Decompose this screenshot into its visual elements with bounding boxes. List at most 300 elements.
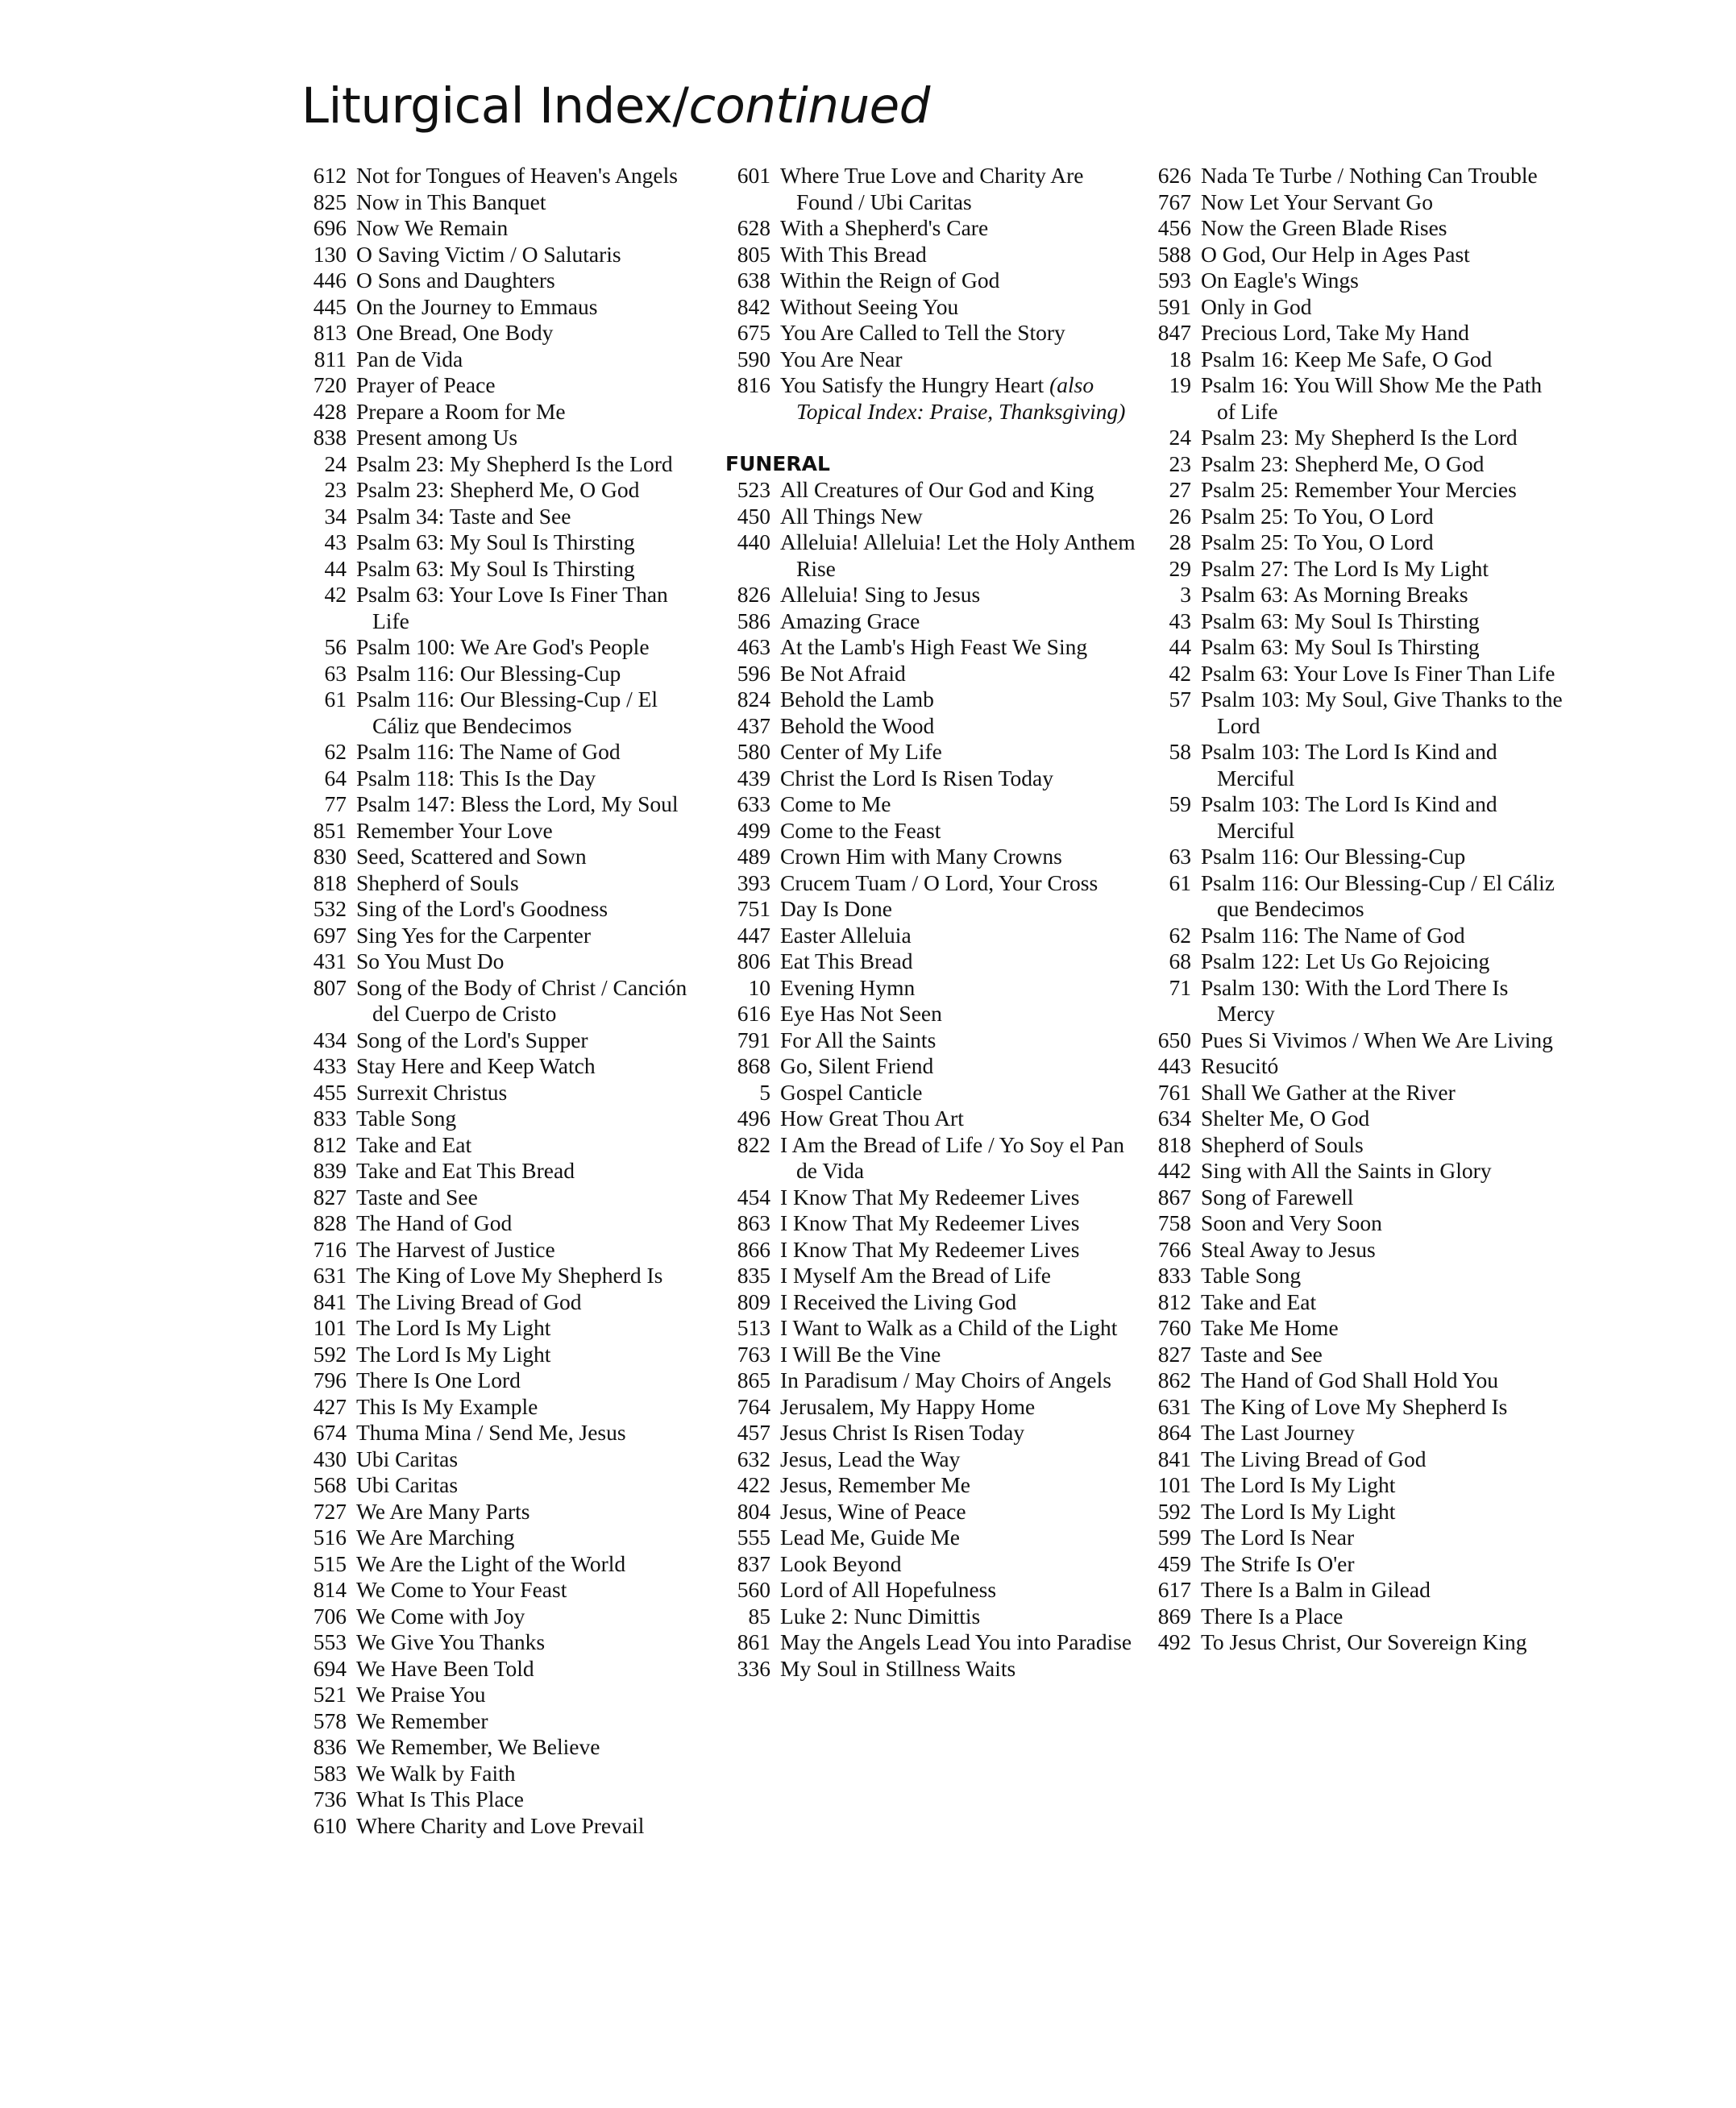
hymn-number: 813: [313, 320, 347, 345]
hymn-number: 499: [737, 817, 770, 843]
hymn-title-text: Christ the Lord Is Risen Today: [780, 765, 1053, 790]
hymn-number: 433: [313, 1053, 347, 1078]
hymn-title: [780, 163, 1144, 215]
hymn-title: [356, 1367, 704, 1394]
hymn-title-text: Shepherd of Souls: [1201, 1131, 1364, 1157]
index-entry: [725, 215, 1144, 242]
hymn-number: 588: [1157, 241, 1191, 267]
hymn-title: [1201, 425, 1565, 451]
hymn-title-text: Only in God: [1201, 293, 1312, 319]
hymn-number: 3: [1180, 582, 1191, 607]
index-entry: [725, 1263, 1144, 1289]
index-entry: [301, 1629, 704, 1656]
hymn-number: 833: [313, 1106, 347, 1131]
hymn-title: [780, 215, 1144, 242]
hymn-number: 42: [324, 582, 347, 607]
hymn-title: [356, 1499, 704, 1525]
index-entry: [1146, 189, 1565, 216]
index-entry: [301, 294, 704, 321]
hymn-number: 64: [324, 765, 347, 790]
hymn-title-text: The Living Bread of God: [356, 1288, 582, 1314]
hymn-number: 827: [1157, 1341, 1191, 1367]
hymn-title-text: Psalm 25: To You, O Lord: [1201, 503, 1434, 529]
index-entry: [725, 1106, 1144, 1132]
hymn-title-text: Psalm 27: The Lord Is My Light: [1201, 555, 1489, 581]
hymn-title: [1201, 948, 1565, 975]
hymn-number: 697: [313, 922, 347, 948]
index-entry: [301, 477, 704, 504]
index-entry: [301, 923, 704, 949]
hymn-number: 592: [1157, 1498, 1191, 1524]
hymn-title: [780, 608, 1144, 635]
hymn-title: [356, 399, 704, 425]
hymn-number: 839: [313, 1158, 347, 1183]
hymn-title-text: So You Must Do: [356, 948, 505, 973]
hymn-title: [780, 713, 1144, 740]
hymn-title: [780, 504, 1144, 530]
index-entry: [301, 1053, 704, 1080]
hymn-number: 489: [737, 844, 770, 869]
hymn-title: [356, 844, 704, 870]
index-entry: [301, 451, 704, 478]
hymn-title: [1201, 608, 1565, 635]
hymn-title: [356, 1472, 704, 1499]
hymn-title-text: Psalm 116: Our Blessing-Cup: [1201, 844, 1466, 869]
hymn-title-text: Jerusalem, My Happy Home: [780, 1393, 1036, 1419]
hymn-number: 632: [737, 1446, 770, 1471]
hymn-number: 826: [737, 582, 770, 607]
index-entry: [1146, 1315, 1565, 1342]
index-entry: [1146, 844, 1565, 870]
hymn-number: 599: [1157, 1525, 1191, 1550]
index-entry: [1146, 320, 1565, 346]
hymn-title-text: We Come to Your Feast: [356, 1577, 567, 1602]
hymn-number: 868: [737, 1053, 770, 1078]
index-entry: [1146, 372, 1565, 425]
index-entry: [301, 189, 704, 216]
hymn-title-text: Ubi Caritas: [356, 1472, 459, 1497]
hymn-title-text: The King of Love My Shepherd Is: [1201, 1393, 1508, 1419]
index-entry: [1146, 1132, 1565, 1159]
hymn-number: 830: [313, 844, 347, 869]
hymn-title: [356, 372, 704, 399]
hymn-number: 809: [737, 1288, 770, 1314]
index-entry: [1146, 1367, 1565, 1394]
hymn-number: 761: [1157, 1079, 1191, 1105]
hymn-number: 865: [737, 1367, 770, 1392]
hymn-title: [780, 1080, 1144, 1106]
hymn-number: 631: [313, 1263, 347, 1288]
hymn-title: [780, 1185, 1144, 1211]
index-entry: [725, 870, 1144, 897]
hymn-title-text: Nada Te Turbe / Nothing Can Trouble: [1201, 163, 1538, 188]
hymn-number: 833: [1157, 1263, 1191, 1288]
hymn-title: [1201, 582, 1565, 608]
hymn-title-text: Within the Reign of God: [780, 268, 1000, 293]
hymn-title: [780, 687, 1144, 713]
hymn-number: 811: [314, 346, 347, 371]
index-entry: [301, 1185, 704, 1211]
index-entry: [1146, 1289, 1565, 1316]
hymn-title: [356, 1106, 704, 1132]
hymn-title-text: Take Me Home: [1201, 1315, 1339, 1340]
hymn-title: [356, 766, 704, 792]
hymn-number: 591: [1157, 293, 1191, 319]
hymn-number: 806: [737, 948, 770, 973]
index-entry: [1146, 215, 1565, 242]
hymn-title-text: The Lord Is My Light: [1201, 1498, 1396, 1524]
hymn-number: 463: [737, 634, 770, 659]
hymn-title-text: There Is a Place: [1201, 1603, 1344, 1629]
index-entry: [1146, 1472, 1565, 1499]
hymn-number: 27: [1169, 477, 1191, 502]
hymn-number: 633: [737, 791, 770, 816]
hymn-title-text: Crucem Tuam / O Lord, Your Cross: [780, 869, 1098, 895]
index-entry: [1146, 504, 1565, 530]
index-entry: [725, 1289, 1144, 1316]
hymn-title: [356, 975, 704, 1027]
index-entry: [1146, 661, 1565, 687]
hymn-number: 439: [737, 765, 770, 790]
hymn-number: 720: [313, 372, 347, 397]
hymn-number: 822: [737, 1131, 770, 1157]
hymn-title-text: Song of Farewell: [1201, 1184, 1354, 1210]
hymn-title-text: Taste and See: [1201, 1341, 1323, 1367]
hymn-title-text: You Are Called to Tell the Story: [780, 320, 1065, 345]
hymn-title-text: I Am the Bread of Life / Yo Soy el Pan de Vida: [780, 1131, 1124, 1183]
hymn-number: 767: [1157, 189, 1191, 214]
hymn-number: 861: [737, 1629, 770, 1654]
hymn-number: 867: [1157, 1184, 1191, 1210]
hymn-number: 454: [737, 1184, 770, 1210]
hymn-title: [780, 818, 1144, 844]
hymn-title-text: Lord of All Hopefulness: [780, 1577, 997, 1602]
index-entry: [1146, 1420, 1565, 1446]
hymn-title-text: The Lord Is My Light: [356, 1341, 551, 1367]
index-entry: [301, 1132, 704, 1159]
hymn-number: 763: [737, 1341, 770, 1367]
hymn-title-text: I Will Be the Vine: [780, 1341, 941, 1367]
hymn-title: [1201, 163, 1565, 189]
hymn-title: [356, 896, 704, 923]
hymn-number: 851: [313, 817, 347, 843]
hymn-number: 727: [313, 1498, 347, 1524]
hymn-title-text: We Come with Joy: [356, 1603, 525, 1629]
index-entry: [301, 1499, 704, 1525]
hymn-number: 568: [313, 1472, 347, 1497]
hymn-number: 580: [737, 739, 770, 764]
hymn-title-text: Look Beyond: [780, 1550, 902, 1576]
index-entry: [725, 163, 1144, 215]
index-column-3: [1146, 163, 1565, 1656]
index-entry: [725, 1237, 1144, 1264]
index-entry: [1146, 870, 1565, 923]
hymn-title: [356, 346, 704, 373]
hymn-number: 812: [313, 1131, 347, 1157]
hymn-title-text: Jesus, Lead the Way: [780, 1446, 961, 1471]
index-entry: [725, 1525, 1144, 1551]
index-entry: [1146, 556, 1565, 583]
hymn-number: 130: [313, 241, 347, 267]
hymn-title: [1201, 1315, 1565, 1342]
hymn-title: [1201, 1080, 1565, 1106]
index-entry: [301, 425, 704, 451]
cross-reference-note: (also Topical Index: Praise, Thanksgiving): [796, 372, 1126, 424]
index-entry: [301, 163, 704, 189]
hymn-number: 44: [324, 555, 347, 581]
hymn-title-text: Easter Alleluia: [780, 922, 912, 948]
hymn-title-text: We Are the Light of the World: [356, 1550, 626, 1576]
index-entry: [301, 1394, 704, 1421]
hymn-number: 24: [324, 450, 347, 476]
hymn-title-text: The Hand of God Shall Hold You: [1201, 1367, 1498, 1392]
hymn-title-text: Luke 2: Nunc Dimittis: [780, 1603, 981, 1629]
index-entry: [301, 975, 704, 1027]
hymn-number: 560: [737, 1577, 770, 1602]
hymn-number: 532: [313, 896, 347, 921]
section-heading-funeral: FUNERAL: [725, 451, 830, 475]
hymn-title: [356, 425, 704, 451]
hymn-title-text: Prepare a Room for Me: [356, 398, 566, 424]
index-entry: [301, 1786, 704, 1813]
hymn-title-text: Take and Eat: [356, 1131, 472, 1157]
hymn-number: 34: [324, 503, 347, 529]
index-entry: [725, 634, 1144, 661]
hymn-title: [780, 1106, 1144, 1132]
hymn-number: 18: [1169, 346, 1191, 371]
hymn-title-text: Seed, Scattered and Sown: [356, 844, 587, 869]
hymn-title: [780, 1499, 1144, 1525]
hymn-number: 838: [313, 425, 347, 450]
hymn-title: [1201, 1027, 1565, 1054]
hymn-title: [1201, 1604, 1565, 1630]
index-entry: [301, 582, 704, 634]
hymn-number: 513: [737, 1315, 770, 1340]
index-entry: [725, 504, 1144, 530]
hymn-number: 626: [1157, 163, 1191, 188]
hymn-number: 814: [313, 1577, 347, 1602]
page-title: [301, 77, 930, 135]
index-entry: [1146, 923, 1565, 949]
hymn-number: 456: [1157, 215, 1191, 240]
hymn-number: 450: [737, 503, 770, 529]
hymn-title-text: We Walk by Faith: [356, 1760, 516, 1786]
hymn-title: [1201, 739, 1565, 791]
hymn-title-text: Ubi Caritas: [356, 1446, 459, 1471]
hymn-title: [356, 923, 704, 949]
index-entry: [725, 661, 1144, 687]
index-entry: [725, 1472, 1144, 1499]
index-entry: [1146, 1499, 1565, 1525]
hymn-title-text: Behold the Lamb: [780, 687, 934, 712]
hymn-title: [780, 896, 1144, 923]
hymn-number: 492: [1157, 1629, 1191, 1654]
index-entry: [725, 1629, 1144, 1656]
hymn-number: 812: [1157, 1288, 1191, 1314]
index-entry: [301, 1027, 704, 1054]
hymn-number: 758: [1157, 1210, 1191, 1235]
hymn-number: 29: [1169, 555, 1191, 581]
hymn-title-text: We Remember: [356, 1708, 488, 1733]
index-entry: [1146, 294, 1565, 321]
index-entry: [301, 1420, 704, 1446]
hymn-number: 57: [1169, 687, 1191, 712]
hymn-number: 44: [1169, 634, 1191, 659]
index-entry: [301, 1682, 704, 1708]
hymn-title: [780, 320, 1144, 346]
hymn-title-text: Song of the Body of Christ / Canción del Cuerpo de Cristo: [356, 974, 687, 1026]
hymn-title: [356, 1053, 704, 1080]
hymn-number: 638: [737, 268, 770, 293]
hymn-number: 827: [313, 1184, 347, 1210]
hymn-title-text: Gospel Canticle: [780, 1079, 923, 1105]
hymn-title-text: There Is a Balm in Gilead: [1201, 1577, 1431, 1602]
hymn-number: 841: [1157, 1446, 1191, 1471]
hymn-title: [356, 1158, 704, 1185]
index-entry: [1146, 477, 1565, 504]
hymn-number: 617: [1157, 1577, 1191, 1602]
hymn-title-text: The Strife Is O'er: [1201, 1550, 1355, 1576]
hymn-number: 616: [737, 1001, 770, 1026]
hymn-title: [356, 582, 704, 634]
hymn-number: 866: [737, 1236, 770, 1262]
hymn-title: [1201, 1472, 1565, 1499]
index-entry: [301, 896, 704, 923]
hymn-number: 61: [1169, 869, 1191, 895]
hymn-title-text: My Soul in Stillness Waits: [780, 1655, 1016, 1681]
index-entry: [1146, 1342, 1565, 1368]
hymn-number: 805: [737, 241, 770, 267]
index-entry: [1146, 608, 1565, 635]
hymn-title: [356, 634, 704, 661]
hymn-title: [1201, 1367, 1565, 1394]
hymn-title: [356, 870, 704, 897]
hymn-number: 455: [313, 1079, 347, 1105]
hymn-number: 694: [313, 1655, 347, 1681]
hymn-title-text: Psalm 23: Shepherd Me, O God: [1201, 450, 1485, 476]
index-entry: [1146, 1577, 1565, 1604]
hymn-title: [780, 1472, 1144, 1499]
hymn-title-text: We Are Marching: [356, 1525, 515, 1550]
index-entry: [1146, 1551, 1565, 1578]
hymn-number: 77: [324, 791, 347, 816]
hymn-title-text: Stay Here and Keep Watch: [356, 1053, 596, 1078]
hymn-title-text: We Praise You: [356, 1682, 486, 1707]
index-entry: [725, 713, 1144, 740]
index-entry: [301, 1525, 704, 1551]
hymn-title: [356, 739, 704, 766]
hymn-number: 837: [737, 1550, 770, 1576]
index-entry: [1146, 1446, 1565, 1473]
hymn-title-text: Without Seeing You: [780, 293, 959, 319]
hymn-title-text: We Are Many Parts: [356, 1498, 530, 1524]
hymn-title-text: Psalm 23: My Shepherd Is the Lord: [356, 450, 673, 476]
hymn-number: 716: [313, 1236, 347, 1262]
hymn-title: [780, 844, 1144, 870]
index-column-1: [301, 163, 704, 1839]
hymn-title-text: Psalm 147: Bless the Lord, My Soul: [356, 791, 679, 816]
hymn-title-text: Psalm 116: Our Blessing-Cup / El Cáliz que Bendecimos: [1201, 869, 1555, 921]
index-entry: [1146, 1525, 1565, 1551]
hymn-title: [780, 346, 1144, 373]
index-entry: [725, 739, 1144, 766]
hymn-number: 650: [1157, 1027, 1191, 1052]
hymn-title-text: Psalm 116: The Name of God: [356, 739, 621, 764]
hymn-title-text: The Living Bread of God: [1201, 1446, 1427, 1471]
hymn-number: 443: [1157, 1053, 1191, 1078]
index-entry: [725, 320, 1144, 346]
hymn-title: [1201, 1185, 1565, 1211]
hymn-number: 869: [1157, 1603, 1191, 1629]
hymn-title: [780, 372, 1144, 425]
hymn-title-text: Day Is Done: [780, 896, 892, 921]
index-entry: [301, 399, 704, 425]
hymn-title-text: Resucitó: [1201, 1053, 1279, 1078]
hymn-title-text: Pues Si Vivimos / When We Are Living: [1201, 1027, 1553, 1052]
hymn-number: 766: [1157, 1236, 1191, 1262]
hymn-title-text: Psalm 16: You Will Show Me the Path of Life: [1201, 372, 1543, 424]
hymn-title: [780, 948, 1144, 975]
index-entry: [301, 320, 704, 346]
hymn-title-text: Crown Him with Many Crowns: [780, 844, 1062, 869]
hymn-title: [1201, 687, 1565, 739]
hymn-number: 437: [737, 712, 770, 738]
hymn-title-text: O God, Our Help in Ages Past: [1201, 241, 1470, 267]
hymn-title: [356, 791, 704, 818]
hymn-number: 101: [1157, 1472, 1191, 1497]
hymn-number: 634: [1157, 1106, 1191, 1131]
hymn-number: 590: [737, 346, 770, 371]
hymn-title-text: Psalm 116: The Name of God: [1201, 922, 1465, 948]
hymn-number: 459: [1157, 1550, 1191, 1576]
hymn-title: [780, 923, 1144, 949]
index-entry: [301, 1080, 704, 1106]
index-entry: [725, 582, 1144, 608]
index-entry: [301, 1761, 704, 1787]
index-entry: [725, 923, 1144, 949]
hymn-title-text: We Have Been Told: [356, 1655, 534, 1681]
hymn-title-text: How Great Thou Art: [780, 1106, 964, 1131]
hymn-title-text: Precious Lord, Take My Hand: [1201, 320, 1469, 345]
hymn-title: [780, 766, 1144, 792]
hymn-title: [780, 582, 1144, 608]
hymn-title-text: Song of the Lord's Supper: [356, 1027, 588, 1052]
hymn-number: 862: [1157, 1367, 1191, 1392]
hymn-title-text: Shepherd of Souls: [356, 869, 519, 895]
hymn-title-text: Psalm 63: My Soul Is Thirsting: [356, 529, 635, 554]
index-entry: [725, 1080, 1144, 1106]
hymn-title: [780, 1342, 1144, 1368]
index-entry: [301, 1106, 704, 1132]
index-entry: [301, 1813, 704, 1840]
hymn-title: [1201, 294, 1565, 321]
hymn-title: [356, 504, 704, 530]
index-entry: [301, 1708, 704, 1735]
hymn-number: 586: [737, 608, 770, 633]
index-list-funeral: [725, 477, 1144, 1682]
hymn-title: [356, 1185, 704, 1211]
hymn-number: 736: [313, 1786, 347, 1811]
hymn-title-text: Go, Silent Friend: [780, 1053, 934, 1078]
hymn-title-text: Come to Me: [780, 791, 891, 816]
hymn-number: 23: [1169, 450, 1191, 476]
index-entry: [301, 529, 704, 556]
hymn-title-text: We Remember, We Believe: [356, 1734, 600, 1759]
hymn-title-text: The Hand of God: [356, 1210, 513, 1235]
index-entry: [725, 1210, 1144, 1237]
hymn-title: [356, 1577, 704, 1604]
hymn-title-text: Psalm 23: Shepherd Me, O God: [356, 477, 640, 502]
